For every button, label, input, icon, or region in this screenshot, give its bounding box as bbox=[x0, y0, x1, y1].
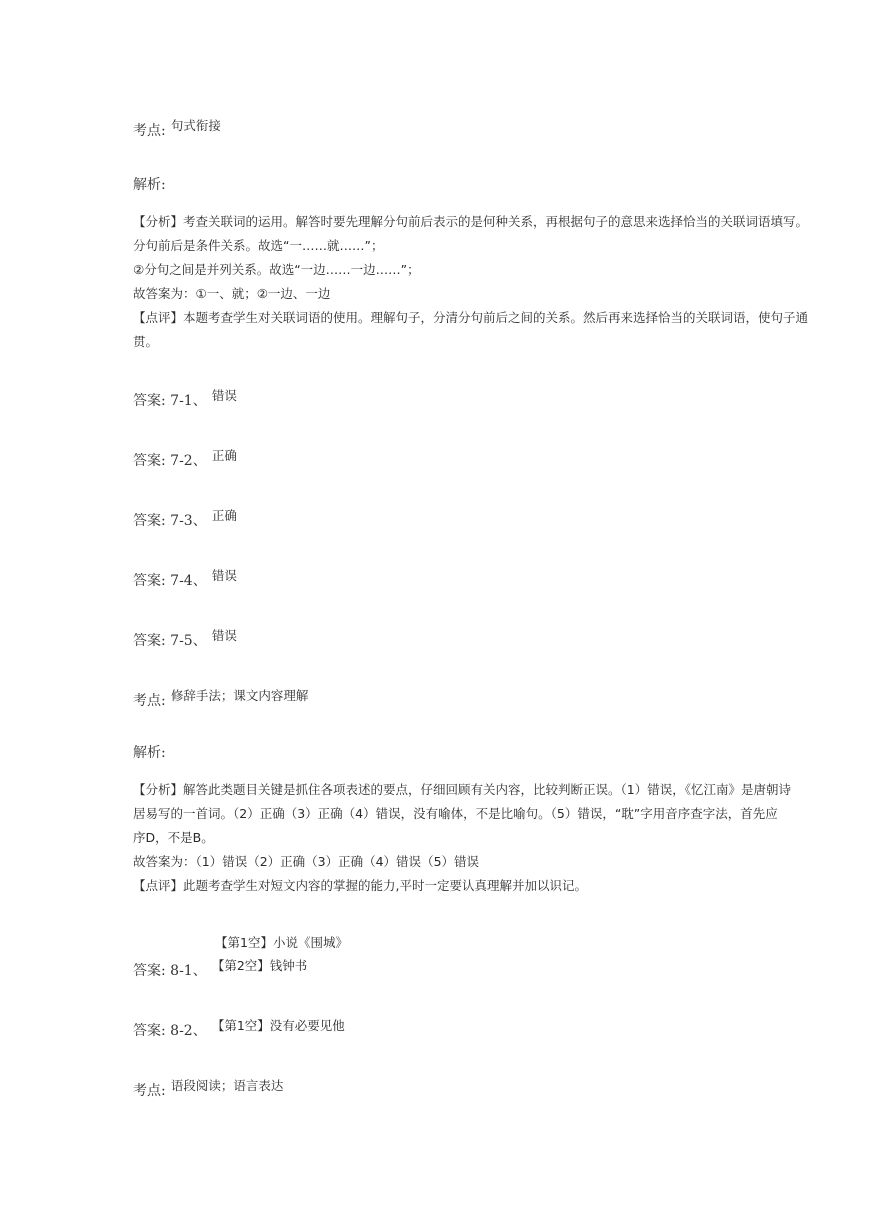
answer-label: 答案: 7-1、 bbox=[133, 393, 207, 409]
answer-row-8-2 bbox=[133, 1020, 345, 1040]
answer-value: 正确 bbox=[211, 508, 237, 523]
answer-row-7-3 bbox=[133, 510, 237, 530]
kaodian-value: 句式衔接 bbox=[170, 118, 221, 133]
kaodian-label: 考点: bbox=[133, 693, 166, 709]
analysis-line: 分句前后是条件关系。故选“一……就……”； bbox=[133, 238, 384, 253]
jiexi-label-2: 解析: bbox=[133, 745, 166, 761]
answer-value: 错误 bbox=[211, 628, 237, 643]
answer-label: 答案: 7-4、 bbox=[133, 573, 207, 589]
answer-8-1-blank-1: 【第1空】小说《围城》 bbox=[215, 935, 348, 950]
answer-row-7-2 bbox=[133, 450, 237, 470]
answer-value: 错误 bbox=[211, 388, 237, 403]
analysis-block-1 bbox=[133, 210, 869, 354]
kaodian-value: 语段阅读；语言表达 bbox=[170, 1078, 284, 1093]
analysis-line: 【点评】本题考查学生对关联词语的使用。理解句子，分清分句前后之间的关系。然后再来选择恰当的关联词语，使句子通 bbox=[133, 310, 809, 325]
kaodian-row-1 bbox=[133, 120, 221, 140]
answer-row-7-1 bbox=[133, 390, 237, 410]
answer-8-1-blank-2: 【第2空】钱钟书 bbox=[211, 958, 308, 973]
analysis-line: 贯。 bbox=[133, 334, 159, 349]
answer-row-8-1 bbox=[133, 960, 307, 980]
analysis-block-2 bbox=[133, 778, 869, 898]
answer-row-7-4 bbox=[133, 570, 237, 590]
analysis-line: 居易写的一首词。（2）正确（3）正确（4）错误，没有喻体，不是比喻句。（5）错误，“耽”字用音序查字法，首先应 bbox=[133, 806, 778, 821]
answer-label: 答案: 8-1、 bbox=[133, 963, 207, 979]
analysis-line: 【点评】此题考查学生对短文内容的掌握的能力,平时一定要认真理解并加以识记。 bbox=[133, 878, 587, 893]
kaodian-label: 考点: bbox=[133, 123, 166, 139]
kaodian-label: 考点: bbox=[133, 1083, 166, 1099]
kaodian-row-3 bbox=[133, 1080, 283, 1100]
analysis-line: 【分析】考查关联词的运用。解答时要先理解分句前后表示的是何种关系，再根据句子的意思来选择恰当的关联词语填写。 bbox=[133, 214, 809, 229]
jiexi-label-1: 解析: bbox=[133, 177, 166, 193]
analysis-line: ②分句之间是并列关系。故选“一边……一边……”； bbox=[133, 262, 420, 277]
answer-label: 答案: 8-2、 bbox=[133, 1023, 207, 1039]
analysis-line: 故答案为：（1）错误（2）正确（3）正确（4）错误（5）错误 bbox=[133, 854, 480, 869]
analysis-line: 【分析】解答此类题目关键是抓住各项表述的要点，仔细回顾有关内容，比较判断正误。（1）错误，《忆江南》是唐朝诗 bbox=[133, 782, 791, 797]
analysis-line: 序D，不是B。 bbox=[133, 830, 214, 845]
analysis-line: 故答案为：①一、就；②一边、一边 bbox=[133, 286, 331, 301]
kaodian-row-2 bbox=[133, 690, 308, 710]
answer-row-7-5 bbox=[133, 630, 237, 650]
answer-value: 正确 bbox=[211, 448, 237, 463]
kaodian-value: 修辞手法；课文内容理解 bbox=[170, 688, 309, 703]
answer-label: 答案: 7-5、 bbox=[133, 633, 207, 649]
answer-label: 答案: 7-2、 bbox=[133, 453, 207, 469]
answer-label: 答案: 7-3、 bbox=[133, 513, 207, 529]
answer-value: 【第1空】没有必要见他 bbox=[211, 1018, 345, 1033]
answer-value: 错误 bbox=[211, 568, 237, 583]
